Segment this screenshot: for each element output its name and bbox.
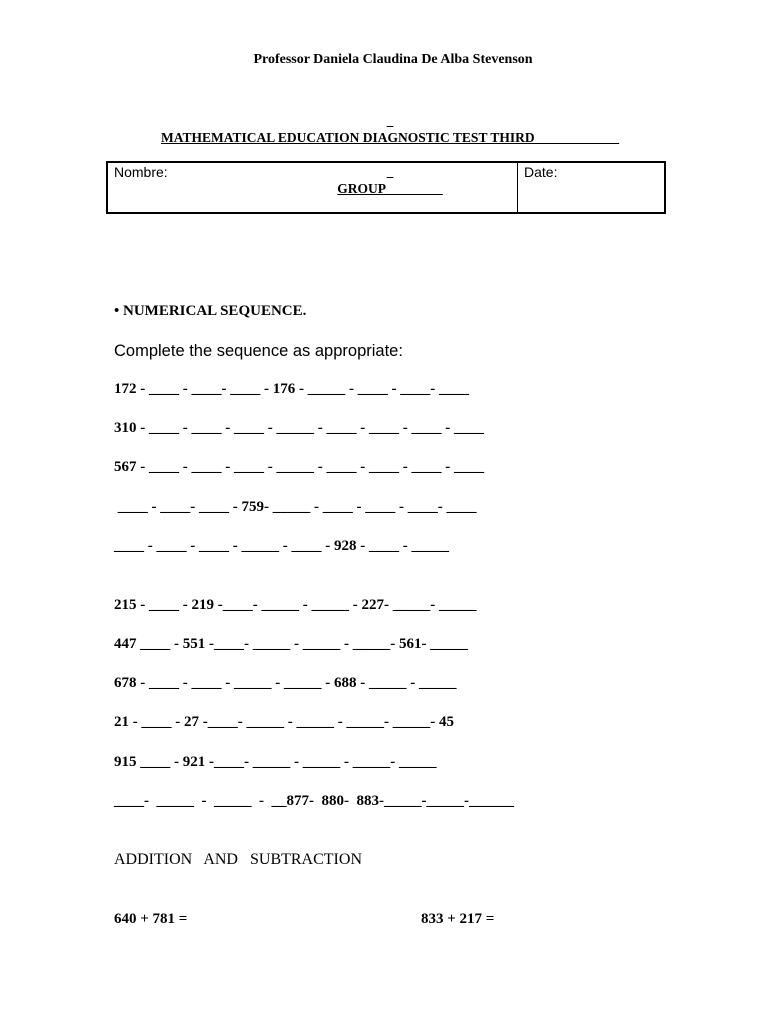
test-title-line-2: GROUP ________ (337, 181, 443, 196)
student-info-table (106, 161, 666, 214)
sequence-instruction: Complete the sequence as appropriate: (114, 342, 403, 360)
sequence-row: 215 - ____ - 219 -____- _____ - _____ - 227- _____- _____ (114, 597, 477, 613)
date-label: Date: (524, 164, 558, 180)
addition-problem: 833 + 217 = (421, 911, 495, 927)
numerical-sequence-heading: • NUMERICAL SEQUENCE. (114, 303, 307, 319)
addition-problem: 640 + 781 = (114, 911, 188, 927)
sequence-row: 447 ____ - 551 -____- _____ - _____ - _____- 561- _____ (114, 636, 468, 652)
addition-subtraction-heading: ADDITION AND SUBTRACTION (114, 851, 362, 868)
sequence-row: ____ - ____- ____ - 759- _____ - ____ - ____ - ____- ____ (114, 499, 477, 515)
sequence-row: 310 - ____ - ____ - ____ - _____ - ____ - ____ - ____ - ____ (114, 420, 484, 436)
sequence-row: 915 ____ - 921 -____- _____ - _____ - _____- _____ (114, 754, 437, 770)
date-field[interactable] (518, 162, 666, 213)
professor-name: Professor Daniela Claudina De Alba Stevenson (253, 52, 533, 67)
name-field[interactable] (107, 162, 518, 213)
name-label: Nombre: (114, 164, 168, 180)
sequence-row: ____- _____ - _____ - __877- 880- 883-_____-_____-______ (114, 793, 514, 809)
test-title-line-1: MATHEMATICAL EDUCATION DIAGNOSTIC TEST THIRD ____________ (161, 130, 619, 145)
sequence-row: 567 - ____ - ____ - ____ - _____ - ____ - ____ - ____ - ____ (114, 459, 484, 475)
sequence-row: 678 - ____ - ____ - _____ - _____ - 688 - _____ - _____ (114, 675, 457, 691)
sequence-row: 172 - ____ - ____- ____ - 176 - _____ - ____ - ____- ____ (114, 381, 469, 397)
sequence-row: ____ - ____ - ____ - _____ - ____ - 928 - ____ - _____ (114, 538, 449, 554)
sequence-row: 21 - ____ - 27 -____- _____ - _____ - _____- _____- 45 (114, 714, 454, 730)
